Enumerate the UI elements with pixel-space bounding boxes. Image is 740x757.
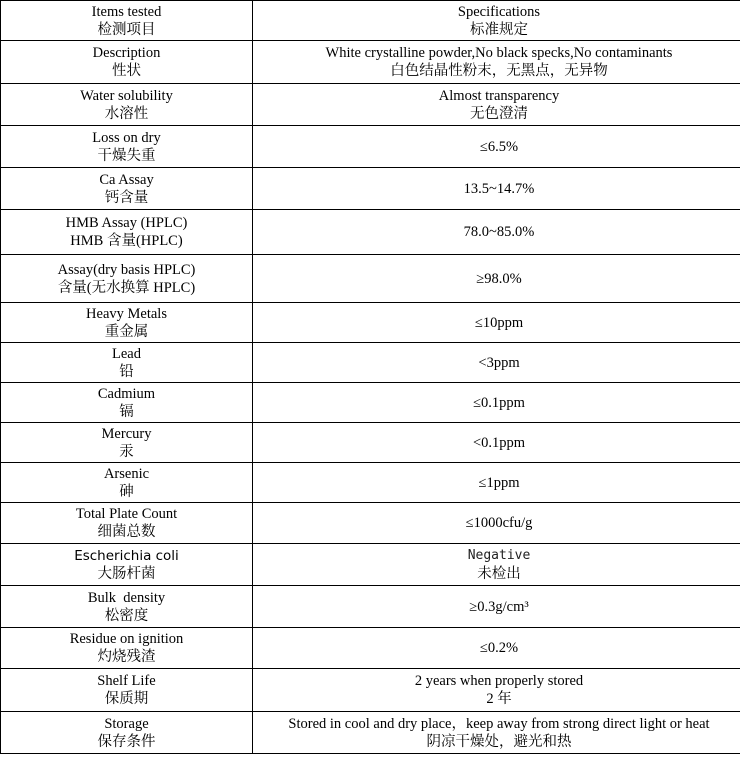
item-cell xyxy=(1,669,253,712)
item-cell xyxy=(1,343,253,383)
table-row xyxy=(1,168,740,210)
table-row xyxy=(1,586,740,628)
spec-value: 13.5~14.7% xyxy=(463,180,535,197)
item-cell xyxy=(1,712,253,754)
spec-value: ≥98.0% xyxy=(476,270,522,287)
item-cell xyxy=(1,41,253,84)
item-name-cn: 钙含量 xyxy=(104,189,149,206)
item-name-en: Lead xyxy=(112,345,141,362)
spec-cell xyxy=(253,383,740,423)
item-name-en: Residue on ignition xyxy=(69,631,184,647)
table-row xyxy=(1,712,740,754)
item-name-cn: HMB 含量(HPLC) xyxy=(70,233,183,249)
item-name-cn: 性状 xyxy=(112,63,141,79)
item-cell xyxy=(1,423,253,463)
table-row xyxy=(1,84,740,126)
spec-value: ≤6.5% xyxy=(479,138,519,155)
spec-cell xyxy=(253,210,740,255)
spec-value-en: 2 years when properly stored xyxy=(414,673,584,689)
item-cell xyxy=(1,463,253,503)
header-items-cn: 检测项目 xyxy=(97,21,156,38)
item-name-cn: 含量(无水换算 HPLC) xyxy=(57,279,196,296)
table-header-row xyxy=(1,1,740,41)
spec-value-en: White crystalline powder,No black specks,No contaminants xyxy=(325,45,673,61)
item-name-cn: 细菌总数 xyxy=(97,524,156,540)
spec-value-cn: 2 年 xyxy=(486,691,512,707)
item-name-en: Storage xyxy=(104,715,149,732)
item-name-cn: 大肠杆菌 xyxy=(97,565,156,582)
spec-value-cn: 白色结晶性粉末，无黑点，无异物 xyxy=(390,63,608,79)
spec-value: ≤1ppm xyxy=(478,474,520,491)
spec-value: ≤10ppm xyxy=(474,314,524,331)
spec-value-cn: 无色澄清 xyxy=(470,105,528,122)
item-cell xyxy=(1,503,253,544)
spec-value-cn: 阴凉干燥处，避光和热 xyxy=(426,733,572,750)
item-name-en: Loss on dry xyxy=(92,129,161,146)
item-name-en: Ca Assay xyxy=(99,171,154,188)
item-cell xyxy=(1,126,253,168)
table-row xyxy=(1,343,740,383)
item-name-cn: 重金属 xyxy=(104,323,149,340)
item-name-cn: 灼烧残渣 xyxy=(97,649,156,665)
item-name-cn: 镉 xyxy=(119,403,134,420)
table-row xyxy=(1,210,740,255)
table-row xyxy=(1,669,740,712)
item-cell xyxy=(1,628,253,669)
table-row xyxy=(1,41,740,84)
header-items-tested xyxy=(1,1,253,41)
spec-value: 78.0~85.0% xyxy=(463,224,535,240)
spec-cell xyxy=(253,669,740,712)
spec-cell xyxy=(253,41,740,84)
item-name-en: Cadmium xyxy=(97,385,156,402)
spec-cell xyxy=(253,84,740,126)
item-cell xyxy=(1,544,253,586)
item-name-en: Assay(dry basis HPLC) xyxy=(57,261,196,278)
table-row xyxy=(1,303,740,343)
spec-value-en: Almost transparency xyxy=(438,87,560,104)
item-name-en: HMB Assay (HPLC) xyxy=(65,215,188,231)
table-row xyxy=(1,463,740,503)
item-name-en: Total Plate Count xyxy=(75,506,178,522)
table-row xyxy=(1,503,740,544)
spec-value-en: Stored in cool and dry place，keep away from strong direct light or heat xyxy=(288,715,710,732)
item-name-cn: 铅 xyxy=(119,363,134,380)
spec-value: ≤0.1ppm xyxy=(473,394,525,411)
spec-value-cn: 未检出 xyxy=(477,565,521,582)
item-cell xyxy=(1,168,253,210)
spec-cell xyxy=(253,586,740,628)
spec-cell xyxy=(253,503,740,544)
item-name-cn: 水溶性 xyxy=(104,105,149,122)
spec-cell xyxy=(253,168,740,210)
header-spec-cn: 标准规定 xyxy=(470,21,528,38)
item-name-en: Description xyxy=(92,45,161,61)
header-specifications xyxy=(253,1,740,41)
spec-cell xyxy=(253,303,740,343)
item-cell xyxy=(1,303,253,343)
table-row xyxy=(1,383,740,423)
item-name-cn: 松密度 xyxy=(104,607,149,624)
item-name-en: Water solubility xyxy=(80,87,173,104)
item-name-en: Bulk density xyxy=(87,589,166,606)
item-cell xyxy=(1,84,253,126)
item-cell xyxy=(1,210,253,255)
item-name-cn: 保质期 xyxy=(104,691,149,707)
table-row xyxy=(1,255,740,303)
item-name-en: Shelf Life xyxy=(97,673,156,689)
item-name-en: Arsenic xyxy=(103,465,150,482)
spec-cell xyxy=(253,628,740,669)
header-spec-en: Specifications xyxy=(457,3,541,20)
item-cell xyxy=(1,383,253,423)
item-name-en: Escherichia coli xyxy=(74,547,179,564)
spec-value-en: Negative xyxy=(467,547,531,563)
spec-cell xyxy=(253,423,740,463)
spec-cell xyxy=(253,255,740,303)
header-items-en: Items tested xyxy=(91,3,162,20)
spec-value: ≥0.3g/cm³ xyxy=(469,598,529,615)
spec-cell xyxy=(253,343,740,383)
spec-cell xyxy=(253,126,740,168)
spec-cell xyxy=(253,712,740,754)
item-name-cn: 保存条件 xyxy=(97,733,156,750)
spec-cell xyxy=(253,463,740,503)
table-row xyxy=(1,628,740,669)
spec-value: ≤0.2% xyxy=(479,640,519,656)
spec-cell xyxy=(253,544,740,586)
item-name-cn: 汞 xyxy=(119,443,134,460)
item-name-en: Mercury xyxy=(101,425,152,442)
item-cell xyxy=(1,586,253,628)
item-name-cn: 干燥失重 xyxy=(97,147,156,164)
spec-value: <3ppm xyxy=(478,354,520,371)
spec-value: ≤1000cfu/g xyxy=(465,515,533,531)
spec-value: <0.1ppm xyxy=(472,434,526,451)
item-cell xyxy=(1,255,253,303)
item-name-cn: 砷 xyxy=(119,483,134,500)
table-row xyxy=(1,126,740,168)
item-name-en: Heavy Metals xyxy=(86,305,167,322)
table-row xyxy=(1,423,740,463)
table-row xyxy=(1,544,740,586)
